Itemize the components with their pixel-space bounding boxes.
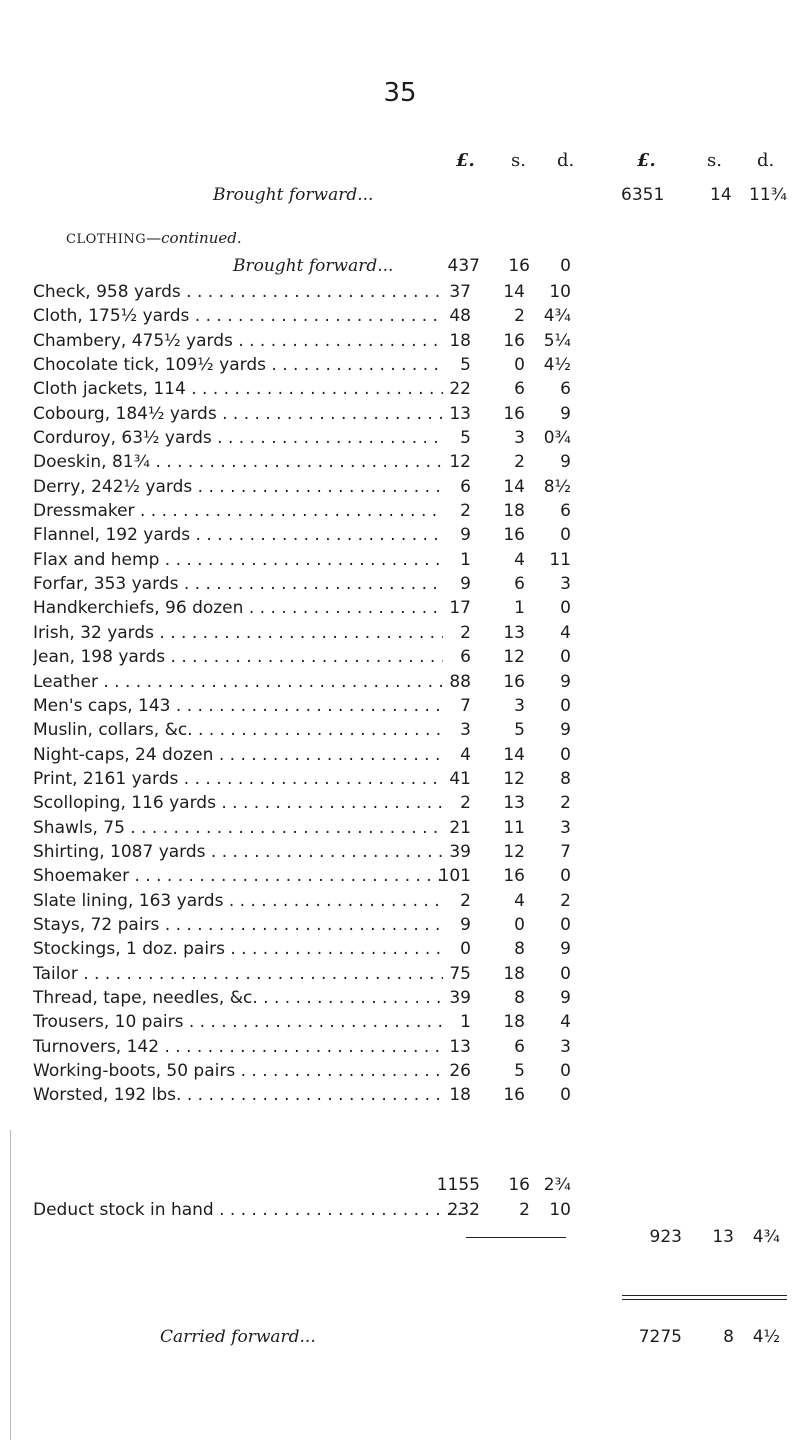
table-row	[33, 379, 653, 403]
item-pounds: 1	[460, 549, 471, 570]
item-pence: 3	[560, 1036, 571, 1057]
table-row	[33, 501, 653, 525]
item-shillings: 6	[514, 574, 525, 595]
item-shillings: 12	[503, 841, 525, 862]
deduct-pence: 10	[549, 1200, 571, 1220]
item-label: Trousers, 10 pairs . . .	[33, 1012, 443, 1032]
item-label: Flax and hemp . . .	[33, 550, 443, 570]
item-pence: 8	[560, 768, 571, 789]
item-label: Chocolate tick, 109½ yards . . .	[33, 355, 443, 375]
item-label: Tailor . . .	[33, 964, 443, 984]
item-shillings: 5	[514, 720, 525, 741]
brought-forward-pence: 11¾	[749, 185, 788, 205]
clothing-items-table	[33, 282, 653, 1110]
table-row	[33, 598, 653, 622]
table-row	[33, 647, 653, 671]
table-row	[33, 915, 653, 939]
item-pence: 0	[560, 695, 571, 716]
item-shillings: 16	[503, 403, 525, 424]
item-label: Cloth jackets, 114 . . .	[33, 379, 443, 399]
item-pounds: 26	[449, 1061, 471, 1081]
item-shillings: 12	[503, 647, 525, 668]
item-label: Irish, 32 yards . . .	[33, 623, 443, 643]
item-shillings: 11	[503, 817, 525, 838]
item-label: Forfar, 353 yards . . .	[33, 574, 443, 594]
table-row	[33, 939, 653, 963]
item-label: Scolloping, 116 yards . . .	[33, 793, 443, 813]
item-label: Worsted, 192 lbs. . . .	[33, 1085, 443, 1105]
item-shillings: 5	[514, 1061, 525, 1081]
item-label: Shirting, 1087 yards . . .	[33, 842, 443, 862]
table-row	[33, 428, 653, 452]
item-pounds: 9	[460, 914, 471, 935]
table-row	[33, 745, 653, 769]
total-rule-upper	[622, 1295, 787, 1296]
item-label: Doeskin, 81¾ . . .	[33, 452, 443, 472]
section-brought-forward-label: Brought forward...	[233, 256, 394, 276]
pence-header-2: d.	[757, 150, 775, 171]
item-label: Check, 958 yards . . .	[33, 282, 443, 302]
item-shillings: 3	[514, 695, 525, 716]
item-pounds: 9	[460, 574, 471, 595]
section-heading	[66, 229, 242, 247]
table-row	[33, 964, 653, 988]
item-pence: 3	[560, 817, 571, 838]
item-pounds: 4	[460, 744, 471, 765]
item-label: Slate lining, 163 yards . . .	[33, 891, 443, 911]
pence-header-1: d.	[557, 150, 575, 171]
item-label: Flannel, 192 yards . . .	[33, 525, 443, 545]
item-shillings: 0	[514, 914, 525, 935]
item-pounds: 18	[449, 330, 471, 351]
table-row	[33, 1012, 653, 1036]
section-brought-forward-pounds: 437	[447, 256, 480, 276]
item-label: Stays, 72 pairs . . .	[33, 915, 443, 935]
item-label: Muslin, collars, &c. . . .	[33, 720, 443, 740]
item-shillings: 16	[503, 1085, 525, 1106]
item-label: Corduroy, 63½ yards . . .	[33, 428, 443, 448]
section-brought-forward-shillings: 16	[508, 256, 530, 276]
item-shillings: 14	[503, 282, 525, 302]
item-shillings: 2	[514, 306, 525, 327]
item-pounds: 88	[449, 671, 471, 692]
item-pence: 11	[549, 549, 571, 570]
subtraction-rule	[466, 1237, 566, 1238]
table-row	[33, 891, 653, 915]
item-pounds: 9	[460, 525, 471, 546]
item-label: Print, 2161 yards . . .	[33, 769, 443, 789]
item-pence: 0	[560, 1061, 571, 1081]
table-row	[33, 988, 653, 1012]
item-pounds: 1	[460, 1012, 471, 1033]
item-label: Handkerchiefs, 96 dozen . . .	[33, 598, 443, 618]
net-pence: 4¾	[752, 1227, 780, 1247]
item-pounds: 2	[460, 793, 471, 814]
item-shillings: 18	[503, 1012, 525, 1033]
item-pounds: 12	[449, 452, 471, 473]
item-label: Leather . . .	[33, 672, 443, 692]
item-label: Shawls, 75 . . .	[33, 818, 443, 838]
item-pounds: 3	[460, 720, 471, 741]
table-row	[33, 842, 653, 866]
item-pence: 0	[560, 1085, 571, 1106]
item-pence: 0	[560, 963, 571, 984]
item-pounds: 75	[449, 963, 471, 984]
item-pounds: 13	[449, 1036, 471, 1057]
item-pounds: 22	[449, 379, 471, 400]
table-row	[33, 696, 653, 720]
item-label: Working-boots, 50 pairs . . .	[33, 1061, 443, 1081]
brought-forward-shillings: 14	[710, 185, 732, 205]
shillings-header-1: s.	[511, 150, 526, 171]
item-shillings: 18	[503, 963, 525, 984]
item-pence: 9	[560, 403, 571, 424]
item-label: Men's caps, 143 . . .	[33, 696, 443, 716]
brought-forward-label: Brought forward...	[213, 185, 374, 205]
page-number: 35	[383, 78, 417, 108]
net-shillings: 13	[712, 1227, 734, 1247]
item-pence: 4¾	[543, 306, 571, 327]
item-pence: 6	[560, 379, 571, 400]
subtotal-pence: 2¾	[543, 1175, 571, 1195]
item-pounds: 13	[449, 403, 471, 424]
net-pounds: 923	[649, 1227, 682, 1247]
carried-forward-label: Carried forward...	[160, 1327, 316, 1347]
item-shillings: 16	[503, 330, 525, 351]
item-shillings: 14	[503, 744, 525, 765]
table-row	[33, 818, 653, 842]
item-shillings: 3	[514, 428, 525, 449]
item-pence: 2	[560, 793, 571, 814]
item-shillings: 12	[503, 768, 525, 789]
item-shillings: 6	[514, 379, 525, 400]
section-subtitle: —continued.	[146, 229, 242, 247]
item-pence: 5¼	[543, 330, 571, 351]
table-row	[33, 404, 653, 428]
item-pence: 3	[560, 574, 571, 595]
deduct-label: Deduct stock in hand	[33, 1200, 214, 1220]
carried-forward-pence: 4½	[752, 1327, 780, 1347]
item-shillings: 8	[514, 987, 525, 1008]
deduct-pounds: 232	[447, 1200, 480, 1220]
item-label: Turnovers, 142 . . .	[33, 1037, 443, 1057]
pounds-header-1: £.	[456, 150, 475, 171]
item-shillings: 16	[503, 671, 525, 692]
item-label: Chambery, 475½ yards . . .	[33, 331, 443, 351]
item-pence: 6	[560, 501, 571, 522]
table-row	[33, 574, 653, 598]
table-row	[33, 550, 653, 574]
table-row	[33, 525, 653, 549]
item-label: Dressmaker . . .	[33, 501, 443, 521]
item-pounds: 39	[449, 841, 471, 862]
item-label: Shoemaker . . .	[33, 866, 443, 886]
table-row	[33, 1061, 653, 1085]
item-pence: 4	[560, 1012, 571, 1033]
brought-forward-pounds: 6351	[621, 185, 665, 205]
item-pence: 2	[560, 890, 571, 911]
item-pence: 0	[560, 744, 571, 765]
item-pounds: 21	[449, 817, 471, 838]
item-pence: 0¾	[543, 428, 571, 449]
item-shillings: 14	[503, 476, 525, 497]
table-row	[33, 1085, 653, 1109]
item-pence: 4	[560, 622, 571, 643]
item-pence: 4½	[543, 355, 571, 376]
item-pounds: 18	[449, 1085, 471, 1106]
item-pence: 0	[560, 914, 571, 935]
item-shillings: 4	[514, 890, 525, 911]
item-label: Derry, 242½ yards . . .	[33, 477, 443, 497]
table-row	[33, 1037, 653, 1061]
table-row	[33, 282, 653, 306]
item-pence: 0	[560, 647, 571, 668]
carried-forward-shillings: 8	[723, 1327, 734, 1347]
item-label: Cloth, 175½ yards . . .	[33, 306, 443, 326]
item-pounds: 2	[460, 622, 471, 643]
table-row	[33, 306, 653, 330]
subtotal-pounds: 1155	[436, 1175, 480, 1195]
item-label: Stockings, 1 doz. pairs . . .	[33, 939, 443, 959]
item-pence: 9	[560, 720, 571, 741]
item-shillings: 13	[503, 793, 525, 814]
table-row	[33, 477, 653, 501]
item-pounds: 7	[460, 695, 471, 716]
table-row	[33, 866, 653, 890]
item-shillings: 6	[514, 1036, 525, 1057]
table-row	[33, 452, 653, 476]
item-pence: 0	[560, 525, 571, 546]
table-row	[33, 793, 653, 817]
item-label: Thread, tape, needles, &c. . . .	[33, 988, 443, 1008]
item-pounds: 37	[449, 282, 471, 302]
item-pounds: 48	[449, 306, 471, 327]
item-pounds: 101	[438, 866, 471, 887]
item-pounds: 39	[449, 987, 471, 1008]
item-label: Night-caps, 24 dozen . . .	[33, 745, 443, 765]
item-shillings: 16	[503, 525, 525, 546]
item-pence: 9	[560, 987, 571, 1008]
section-title: CLOTHING	[66, 232, 147, 247]
deduct-stock-row	[33, 1200, 463, 1220]
item-pounds: 6	[460, 647, 471, 668]
item-pence: 9	[560, 671, 571, 692]
item-shillings: 4	[514, 549, 525, 570]
item-shillings: 2	[514, 452, 525, 473]
item-shillings: 16	[503, 866, 525, 887]
item-shillings: 8	[514, 939, 525, 960]
pounds-header-2: £.	[637, 150, 656, 171]
item-pounds: 0	[460, 939, 471, 960]
table-row	[33, 623, 653, 647]
item-pounds: 41	[449, 768, 471, 789]
subtotal-shillings: 16	[508, 1175, 530, 1195]
table-row	[33, 672, 653, 696]
item-pence: 7	[560, 841, 571, 862]
item-pounds: 5	[460, 355, 471, 376]
item-pence: 9	[560, 939, 571, 960]
item-pence: 0	[560, 866, 571, 887]
table-row	[33, 355, 653, 379]
item-pounds: 17	[449, 598, 471, 619]
item-pence: 0	[560, 598, 571, 619]
item-shillings: 1	[514, 598, 525, 619]
item-pounds: 6	[460, 476, 471, 497]
item-pence: 8½	[543, 476, 571, 497]
deduct-shillings: 2	[519, 1200, 530, 1220]
binding-mark	[10, 1130, 11, 1440]
item-shillings: 18	[503, 501, 525, 522]
item-label: Jean, 198 yards . . .	[33, 647, 443, 667]
table-row	[33, 720, 653, 744]
item-pounds: 5	[460, 428, 471, 449]
table-row	[33, 769, 653, 793]
item-pence: 10	[549, 282, 571, 302]
item-shillings: 13	[503, 622, 525, 643]
carried-forward-pounds: 7275	[638, 1327, 682, 1347]
item-label: Cobourg, 184½ yards . . .	[33, 404, 443, 424]
item-pence: 9	[560, 452, 571, 473]
table-row	[33, 331, 653, 355]
item-shillings: 0	[514, 355, 525, 376]
total-rule-lower	[622, 1299, 787, 1300]
shillings-header-2: s.	[707, 150, 722, 171]
item-pounds: 2	[460, 501, 471, 522]
item-pounds: 2	[460, 890, 471, 911]
section-brought-forward-pence: 0	[560, 256, 571, 276]
